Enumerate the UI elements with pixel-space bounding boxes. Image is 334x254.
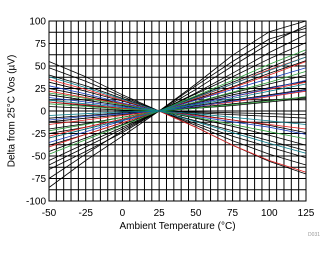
figure-id-label: D031 <box>308 232 320 238</box>
y-tick-label: -25 <box>31 129 46 140</box>
x-tick-label: 0 <box>119 208 126 219</box>
y-tick-label: 75 <box>34 39 46 50</box>
x-tick-label: 125 <box>297 208 315 219</box>
x-tick-label: 50 <box>190 208 202 219</box>
y-tick-label: 25 <box>34 84 46 95</box>
y-tick-label: 0 <box>40 106 46 118</box>
y-axis-title: Delta from 25°C Vos (µV) <box>6 54 18 168</box>
series-lines <box>49 21 306 188</box>
y-tick-label: 100 <box>29 16 46 28</box>
y-tick-label: 50 <box>34 61 46 73</box>
grid <box>49 21 306 201</box>
x-tick-label: -25 <box>78 208 93 219</box>
y-tick-labels <box>26 17 46 208</box>
y-tick-label: -100 <box>25 196 46 208</box>
x-tick-label: 25 <box>153 208 165 219</box>
y-tick-label: -75 <box>31 174 46 185</box>
x-tick-label: 100 <box>260 208 278 219</box>
series-line-15 <box>49 61 306 146</box>
x-tick-label: 75 <box>227 208 239 219</box>
x-tick-labels <box>42 208 315 219</box>
x-tick-label: -50 <box>41 208 57 219</box>
series-line-21 <box>49 80 306 173</box>
y-tick-label: -50 <box>31 151 46 163</box>
x-axis-title: Ambient Temperature (°C) <box>119 221 236 232</box>
